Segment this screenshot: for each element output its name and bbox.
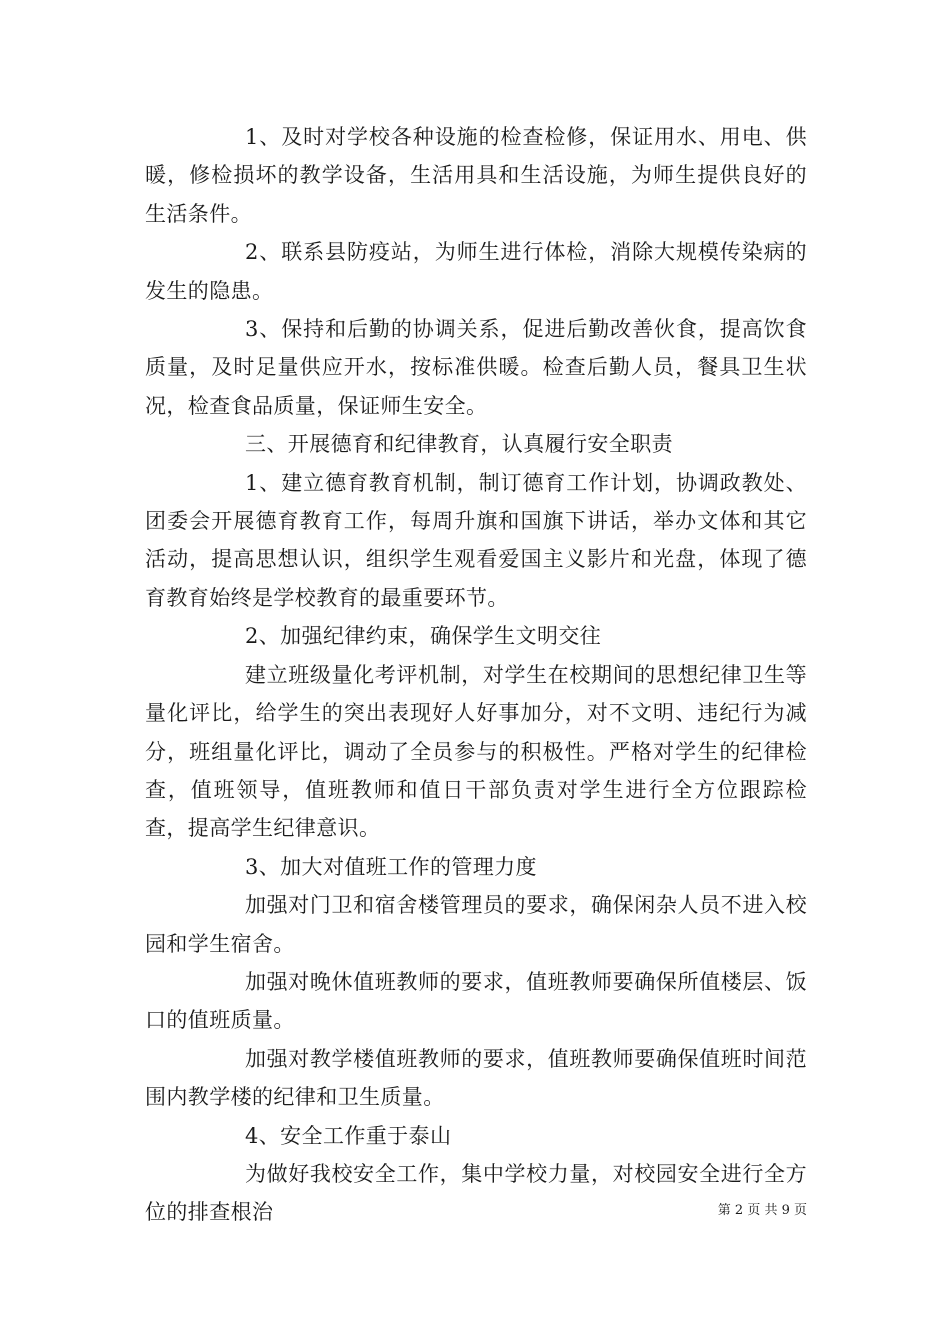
- paragraph-campus-safety: 为做好我校安全工作，集中学校力量，对校园安全进行全方位的排查根治: [145, 1161, 807, 1225]
- paragraph-night-duty-requirements: 加强对晚休值班教师的要求，值班教师要确保所值楼层、饭口的值班质量。: [145, 969, 807, 1033]
- paragraph-class-evaluation: 建立班级量化考评机制，对学生在校期间的思想纪律卫生等量化评比，给学生的突出表现好人好事加分，对不文明、违纪行为减分，班组量化评比，调动了全员参与的积极性。严格对学生的纪律检查，值班领导，值班教师和值日干部负责对学生进行全方位跟踪检查，提高学生纪律意识。: [145, 662, 807, 841]
- document-body: [145, 118, 807, 1232]
- subheading-discipline: 2、加强纪律约束，确保学生文明交往: [245, 624, 602, 649]
- section-heading-moral-education: 三、开展德育和纪律教育，认真履行安全职责: [245, 432, 673, 457]
- paragraph-facility-maintenance: 1、及时对学校各种设施的检查检修，保证用水、用电、供暖，修检损坏的教学设备，生活用具和生活设施，为师生提供良好的生活条件。: [145, 125, 807, 226]
- paragraph-logistics-coordination: 3、保持和后勤的协调关系，促进后勤改善伙食，提高饮食质量，及时足量供应开水，按标准供暖。检查后勤人员，餐具卫生状况，检查食品质量，保证师生安全。: [145, 317, 807, 418]
- paragraph-teaching-building-duty: 加强对教学楼值班教师的要求，值班教师要确保值班时间范围内教学楼的纪律和卫生质量。: [145, 1046, 807, 1110]
- subheading-duty-management: 3、加大对值班工作的管理力度: [245, 854, 537, 879]
- paragraph-health-check: 2、联系县防疫站，为师生进行体检，消除大规模传染病的发生的隐患。: [145, 240, 807, 303]
- paragraph-moral-education-mechanism: 1、建立德育教育机制，制订德育工作计划，协调政教处、团委会开展德育教育工作，每周升旗和国旗下讲话，举办文体和其它活动，提高思想认识，组织学生观看爱国主义影片和光盘，体现了德育教育始终是学校教育的最重要环节。: [145, 470, 807, 610]
- paragraph-gatekeeper-requirements: 加强对门卫和宿舍楼管理员的要求，确保闲杂人员不进入校园和学生宿舍。: [145, 893, 807, 956]
- page-number-footer: 第 2 页 共 9 页: [717, 1203, 807, 1218]
- subheading-safety-work: 4、安全工作重于泰山: [245, 1123, 452, 1148]
